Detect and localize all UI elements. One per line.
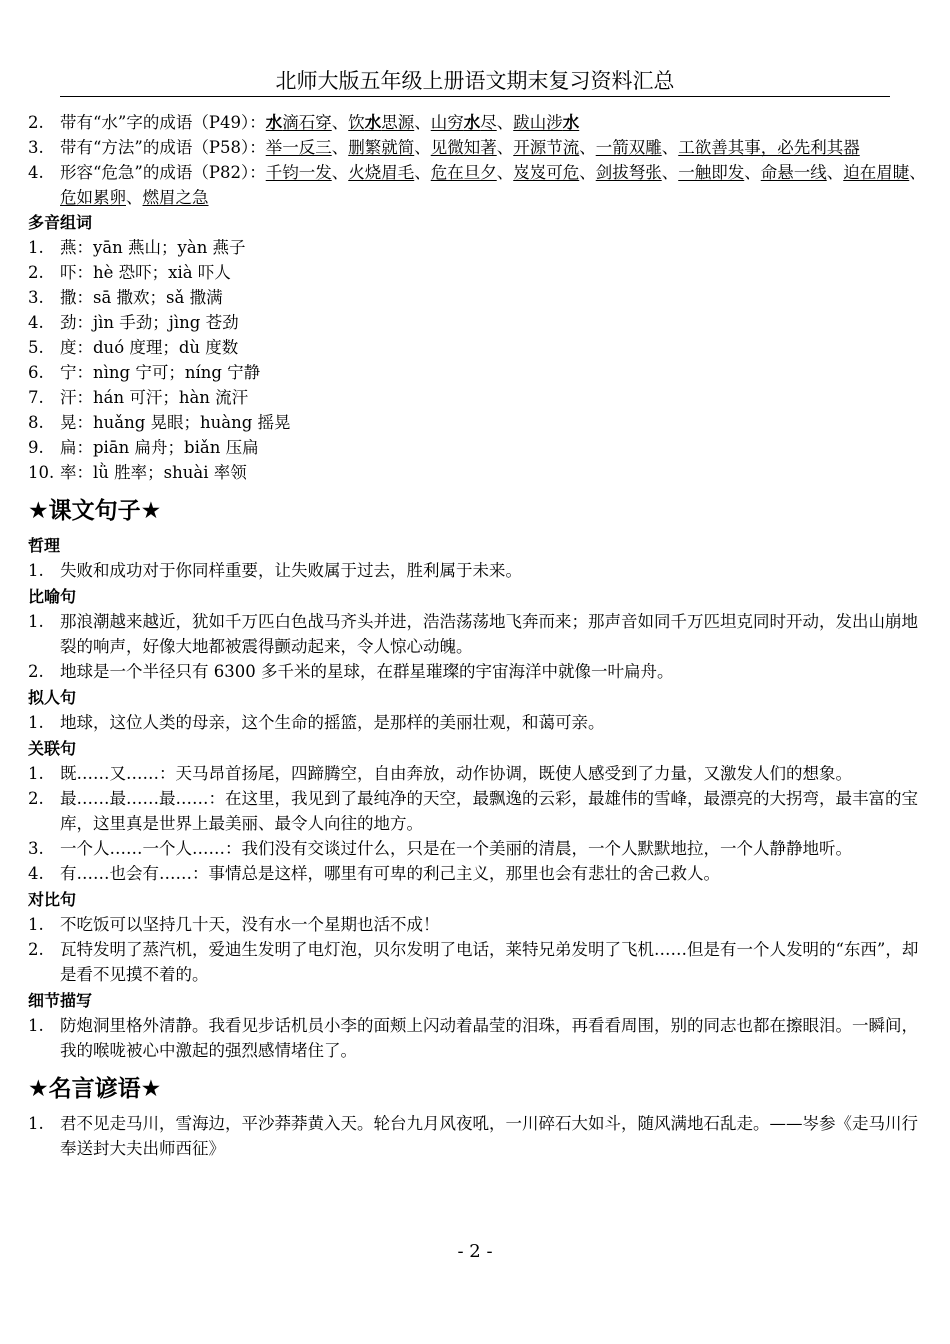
item-text: 燕：yān 燕山；yàn 燕子 xyxy=(60,238,246,257)
quotes-list xyxy=(28,1111,926,1161)
sentence-group-title: 哲理 xyxy=(28,536,61,555)
polyphone-list xyxy=(28,235,926,485)
idiom-term: 水 xyxy=(562,113,580,132)
idiom-text: 、 xyxy=(826,163,844,182)
list-item xyxy=(28,435,926,460)
item-text: 地球，这位人类的母亲，这个生命的摇篮，是那样的美丽壮观，和蔼可亲。 xyxy=(60,713,605,732)
item-number: 1. xyxy=(28,238,44,257)
idiom-term: 尽 xyxy=(480,113,497,132)
item-number: 1. xyxy=(28,1016,44,1035)
sentence-group-title: 细节描写 xyxy=(28,991,93,1010)
item-text: 防炮洞里格外清静。我看见步话机员小李的面颊上闪动着晶莹的泪珠，再看看周围，别的同志也都在擦眼泪。一瞬间，我的喉咙被心中激起的强烈感情堵住了。 xyxy=(60,1016,918,1060)
item-number: 3. xyxy=(28,288,44,307)
sentence-group-title: 关联句 xyxy=(28,739,77,758)
item-number: 1. xyxy=(28,561,44,580)
list-item xyxy=(28,710,926,735)
list-item xyxy=(28,659,926,684)
item-number: 5. xyxy=(28,338,44,357)
idiom-text: 、 xyxy=(331,138,349,157)
idiom-term: 滴石穿 xyxy=(282,113,332,132)
item-text xyxy=(60,160,926,210)
item-number: 9. xyxy=(28,438,44,457)
item-text: 地球是一个半径只有 6300 多千米的星球，在群星璀璨的宇宙海洋中就像一叶扁舟。 xyxy=(60,662,674,681)
idiom-text: 、 xyxy=(579,138,596,157)
list-item xyxy=(28,786,926,836)
idiom-term: 岌岌可危 xyxy=(513,163,580,182)
list-item xyxy=(28,360,926,385)
item-text: 最……最……最……：在这里，我见到了最纯净的天空，最飘逸的云彩，最雄伟的雪峰，最漂亮的大拐弯，最丰富的宝库，这里真是世界上最美丽、最令人向往的地方。 xyxy=(60,789,918,833)
idiom-term: 一触即发 xyxy=(678,163,745,182)
idiom-text: 、 xyxy=(496,113,514,132)
item-text: 宁：nìng 宁可；níng 宁静 xyxy=(60,363,261,382)
list-item xyxy=(28,558,926,583)
idiom-term: 一箭双雕 xyxy=(595,138,662,157)
idiom-term: 危在旦夕 xyxy=(430,163,497,182)
idiom-term: 山穷 xyxy=(430,113,464,132)
item-number: 1. xyxy=(28,764,44,783)
idiom-text: 带有“水”字的成语（P49）： xyxy=(60,113,266,132)
list-item xyxy=(28,310,926,335)
sentences-list xyxy=(28,533,926,1063)
sentences-section-heading: ★课文句子★ xyxy=(28,498,162,524)
idiom-term: 燃眉之急 xyxy=(142,188,209,207)
page-number: - 2 - xyxy=(457,1241,493,1262)
item-text: 汗：hán 可汗；hàn 流汗 xyxy=(60,388,249,407)
idiom-list xyxy=(28,110,926,210)
idiom-term: 删繁就简 xyxy=(348,138,415,157)
polyphone-heading: 多音组词 xyxy=(28,213,93,232)
list-item xyxy=(28,1111,926,1161)
sentence-group-title: 比喻句 xyxy=(28,587,77,606)
idiom-text: 形容“危急”的成语（P82）： xyxy=(60,163,266,182)
item-text: 吓：hè 恐吓；xià 吓人 xyxy=(60,263,231,282)
idiom-term: 水 xyxy=(463,113,481,132)
idiom-text: 、 xyxy=(414,163,431,182)
item-text: 既……又……：天马昂首扬尾，四蹄腾空，自由奔放，动作协调，既使人感受到了力量，又激发人们的想象。 xyxy=(60,764,852,783)
item-text: 君不见走马川，雪海边，平沙莽莽黄入天。轮台九月风夜吼，一川碎石大如斗，随风满地石乱走。——岑参《走马川行奉送封大夫出师西征》 xyxy=(60,1114,918,1158)
list-item xyxy=(28,761,926,786)
item-text: 失败和成功对于你同样重要，让失败属于过去，胜利属于未来。 xyxy=(60,561,522,580)
list-item xyxy=(28,912,926,937)
idiom-term: 跋山涉 xyxy=(513,113,563,132)
idiom-text: 、 xyxy=(909,163,926,182)
item-number: 1. xyxy=(28,713,44,732)
idiom-term: 危如累卵 xyxy=(60,188,126,207)
list-item xyxy=(28,861,926,886)
item-number: 8. xyxy=(28,413,44,432)
idiom-term: 火烧眉毛 xyxy=(348,163,415,182)
item-number: 3. xyxy=(28,839,44,858)
idiom-text: 、 xyxy=(661,138,679,157)
list-item xyxy=(28,385,926,410)
idiom-term: 命悬一线 xyxy=(760,163,827,182)
idiom-text: 带有“方法”的成语（P58）： xyxy=(60,138,266,157)
item-number: 2. xyxy=(28,662,44,681)
quotes-section-heading: ★名言谚语★ xyxy=(28,1076,162,1102)
list-item xyxy=(28,609,926,659)
page-header-title: 北师大版五年级上册语文期末复习资料汇总 xyxy=(60,66,890,97)
idiom-term: 千钧一发 xyxy=(265,163,332,182)
item-number: 2. xyxy=(28,263,44,282)
item-number: 2. xyxy=(28,789,44,808)
list-item xyxy=(28,235,926,260)
idiom-text: 、 xyxy=(496,163,514,182)
page-content xyxy=(28,110,926,1161)
item-text: 瓦特发明了蒸汽机，爱迪生发明了电灯泡，贝尔发明了电话，莱特兄弟发明了飞机……但是有一个人发明的“东西”，却是看不见摸不着的。 xyxy=(60,940,919,984)
item-text: 那浪潮越来越近，犹如千万匹白色战马齐头并进，浩浩荡荡地飞奔而来；那声音如同千万匹坦克同时开动，发出山崩地裂的响声，好像大地都被震得颤动起来，令人惊心动魄。 xyxy=(60,612,918,656)
item-number: 3. xyxy=(28,138,44,157)
idiom-term: 迫在眉睫 xyxy=(843,163,910,182)
idiom-term: 举一反三 xyxy=(265,138,332,157)
idiom-text: 、 xyxy=(331,113,349,132)
sentence-group-title: 对比句 xyxy=(28,890,77,909)
item-number: 7. xyxy=(28,388,44,407)
list-item xyxy=(28,836,926,861)
item-text: 一个人……一个人……：我们没有交谈过什么，只是在一个美丽的清晨，一个人默默地拉，一个人静静地听。 xyxy=(60,839,852,858)
list-item xyxy=(28,160,926,210)
item-number: 2. xyxy=(28,940,44,959)
item-text: 撒：sā 撒欢；sǎ 撒满 xyxy=(60,288,223,307)
idiom-text: 、 xyxy=(579,163,596,182)
idiom-term: 剑拔弩张 xyxy=(595,163,662,182)
idiom-term: 见微知著 xyxy=(430,138,497,157)
item-text: 有……也会有……：事情总是这样，哪里有可卑的利己主义，那里也会有悲壮的舍己救人。 xyxy=(60,864,720,883)
list-item xyxy=(28,335,926,360)
idiom-term: 工欲善其事，必先利其器 xyxy=(678,138,860,157)
item-number: 6. xyxy=(28,363,44,382)
list-item xyxy=(28,1013,926,1063)
idiom-text: 、 xyxy=(744,163,761,182)
item-number: 1. xyxy=(28,915,44,934)
item-text: 率：lǜ 胜率；shuài 率领 xyxy=(60,463,247,482)
item-text: 晃：huǎng 晃眼；huàng 摇晃 xyxy=(60,413,291,432)
item-text: 扁：piān 扁舟；biǎn 压扁 xyxy=(60,438,259,457)
list-item xyxy=(28,260,926,285)
list-item xyxy=(28,937,926,987)
item-number: 2. xyxy=(28,113,44,132)
idiom-term: 饮 xyxy=(348,113,365,132)
idiom-text: 、 xyxy=(496,138,514,157)
item-text xyxy=(60,135,926,160)
idiom-text: 、 xyxy=(414,113,431,132)
list-item xyxy=(28,285,926,310)
item-number: 4. xyxy=(28,864,44,883)
item-number: 1. xyxy=(28,612,44,631)
item-number: 4. xyxy=(28,313,44,332)
idiom-term: 思源 xyxy=(381,113,415,132)
item-text xyxy=(60,110,926,135)
item-number: 1. xyxy=(28,1114,44,1133)
item-text: 不吃饭可以坚持几十天，没有水一个星期也活不成！ xyxy=(60,915,440,934)
idiom-term: 水 xyxy=(265,113,283,132)
item-number: 4. xyxy=(28,163,44,182)
idiom-text: 、 xyxy=(661,163,679,182)
list-item xyxy=(28,460,926,485)
sentence-group-title: 拟人句 xyxy=(28,688,77,707)
idiom-text: 、 xyxy=(331,163,349,182)
item-text: 劲：jìn 手劲；jìng 苍劲 xyxy=(60,313,239,332)
idiom-text: 、 xyxy=(414,138,431,157)
idiom-text: 、 xyxy=(126,188,143,207)
idiom-term: 水 xyxy=(364,113,382,132)
item-text: 度：duó 度理；dù 度数 xyxy=(60,338,239,357)
list-item xyxy=(28,410,926,435)
list-item xyxy=(28,110,926,135)
idiom-term: 开源节流 xyxy=(513,138,580,157)
list-item xyxy=(28,135,926,160)
item-number: 10. xyxy=(28,463,55,482)
